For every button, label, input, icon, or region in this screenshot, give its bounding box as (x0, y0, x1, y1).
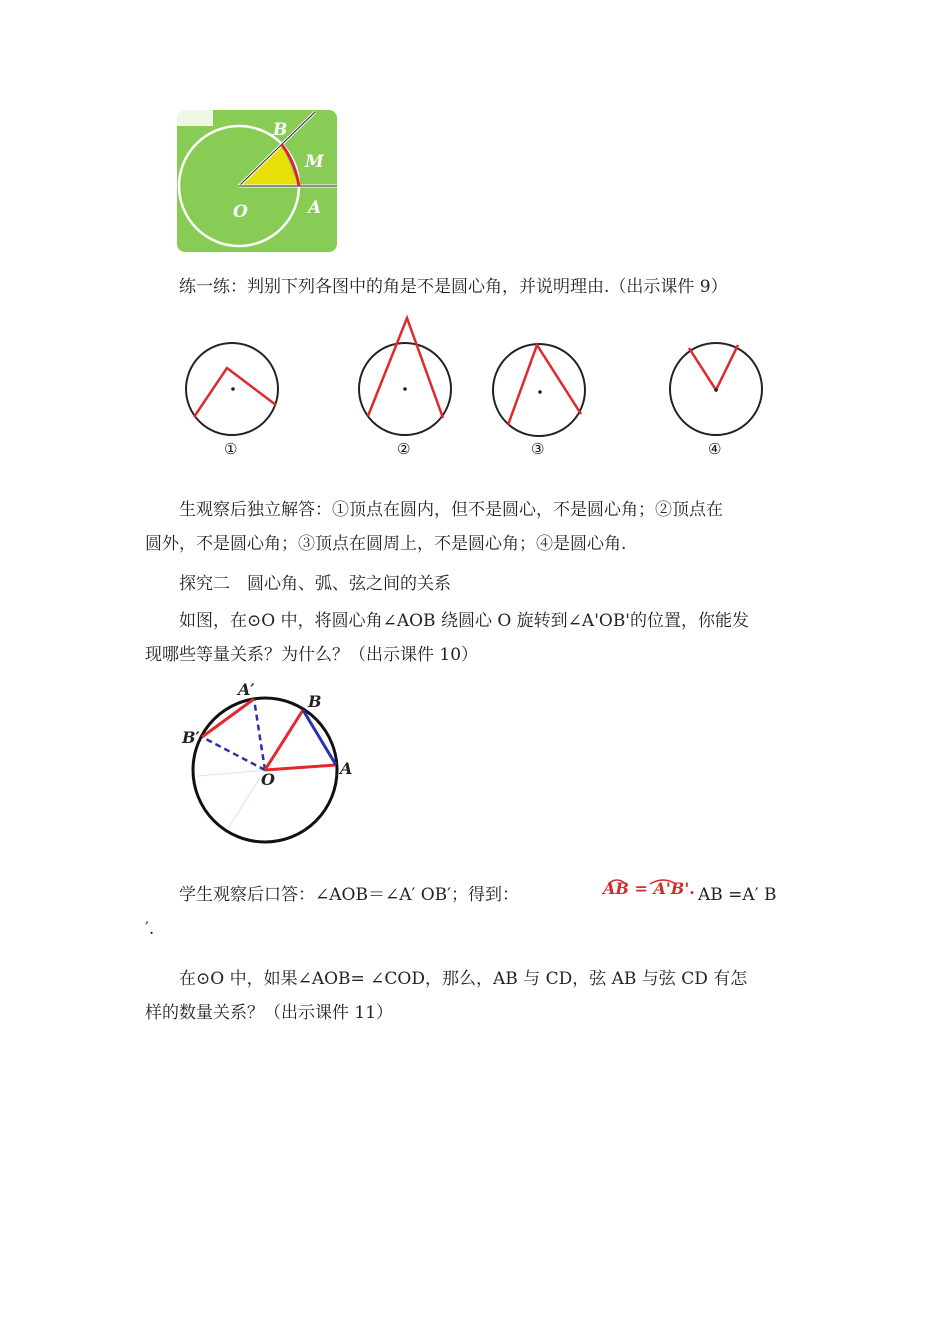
sector-diagram (177, 110, 337, 252)
corner-patch (177, 110, 213, 126)
chord-a-prime-b-prime (202, 699, 254, 737)
arc-mark-1 (606, 877, 628, 885)
faint-radius-1 (198, 770, 265, 776)
radius-oa (265, 765, 336, 770)
inquiry-heading (145, 567, 810, 601)
label-a: A (308, 198, 322, 218)
label-m: M (305, 152, 324, 172)
arc-equality (603, 874, 695, 904)
circle-4 (670, 343, 762, 435)
inquiry-question (145, 604, 810, 672)
circle-2 (359, 318, 451, 435)
dashed-ob-prime (202, 737, 265, 770)
chord-equality (698, 878, 776, 912)
inquiry-question-line-1: 如图，在⊙O 中，将圆心角∠AOB 绕圆心 O 旋转到∠A'OB'的位置，你能发 (179, 611, 749, 631)
figure-sector-panel (177, 110, 337, 252)
circle-label-4: ④ (708, 440, 722, 458)
student-answer-line (179, 878, 519, 912)
label-o: O (233, 202, 248, 222)
arc-mark-2 (648, 877, 678, 885)
label-b2: B (308, 692, 322, 711)
arc-equality-text: AB = A'B'. (603, 879, 695, 898)
circle-label-3: ③ (531, 440, 545, 458)
radius-ob (265, 710, 303, 770)
exercise-intro (145, 270, 810, 304)
chord-equality-text: AB =A′ B (698, 885, 777, 905)
question-2 (145, 962, 810, 1030)
question-2-line-1: 在⊙O 中，如果∠AOB= ∠COD，那么，AB 与 CD，弦 AB 与弦 CD 有怎 (179, 969, 748, 989)
circle-label-2: ② (397, 440, 411, 458)
label-o2: O (261, 770, 275, 789)
inquiry-question-line-2: 现哪些等量关系？为什么？（出示课件 10） (145, 645, 479, 665)
exercise-intro-text: 练一练：判别下列各图中的角是不是圆心角，并说明理由.（出示课件 9） (179, 277, 728, 297)
student-answer-prefix: 学生观察后口答：∠AOB＝∠A′ OB′；得到： (179, 885, 520, 905)
student-answer-line-2-text: ′. (145, 919, 155, 939)
rotation-diagram (180, 680, 360, 850)
figure-rotation (180, 680, 360, 850)
chord-ab (303, 710, 336, 765)
label-b: B (273, 120, 288, 140)
label-a2: A (340, 759, 353, 778)
inquiry-heading-text: 探究二 圆心角、弧、弦之间的关系 (179, 574, 451, 594)
faint-radius-2 (228, 770, 265, 828)
circle-1 (186, 343, 278, 435)
answer-paragraph (145, 493, 810, 561)
answer-line-2: 圆外，不是圆心角；③顶点在圆周上，不是圆心角；④是圆心角. (145, 534, 627, 554)
question-2-line-2: 样的数量关系？（出示课件 11） (145, 1003, 394, 1023)
label-a-prime: A′ (238, 680, 255, 699)
label-b-prime: B′ (182, 728, 200, 747)
student-answer-line-2 (145, 912, 154, 946)
circle-3 (493, 344, 585, 436)
dashed-oa-prime (254, 699, 265, 770)
answer-line-1: 生观察后独立解答：①顶点在圆内，但不是圆心，不是圆心角；②顶点在 (179, 500, 723, 520)
circle-label-1: ① (224, 440, 238, 458)
exercise-circles (170, 312, 790, 452)
